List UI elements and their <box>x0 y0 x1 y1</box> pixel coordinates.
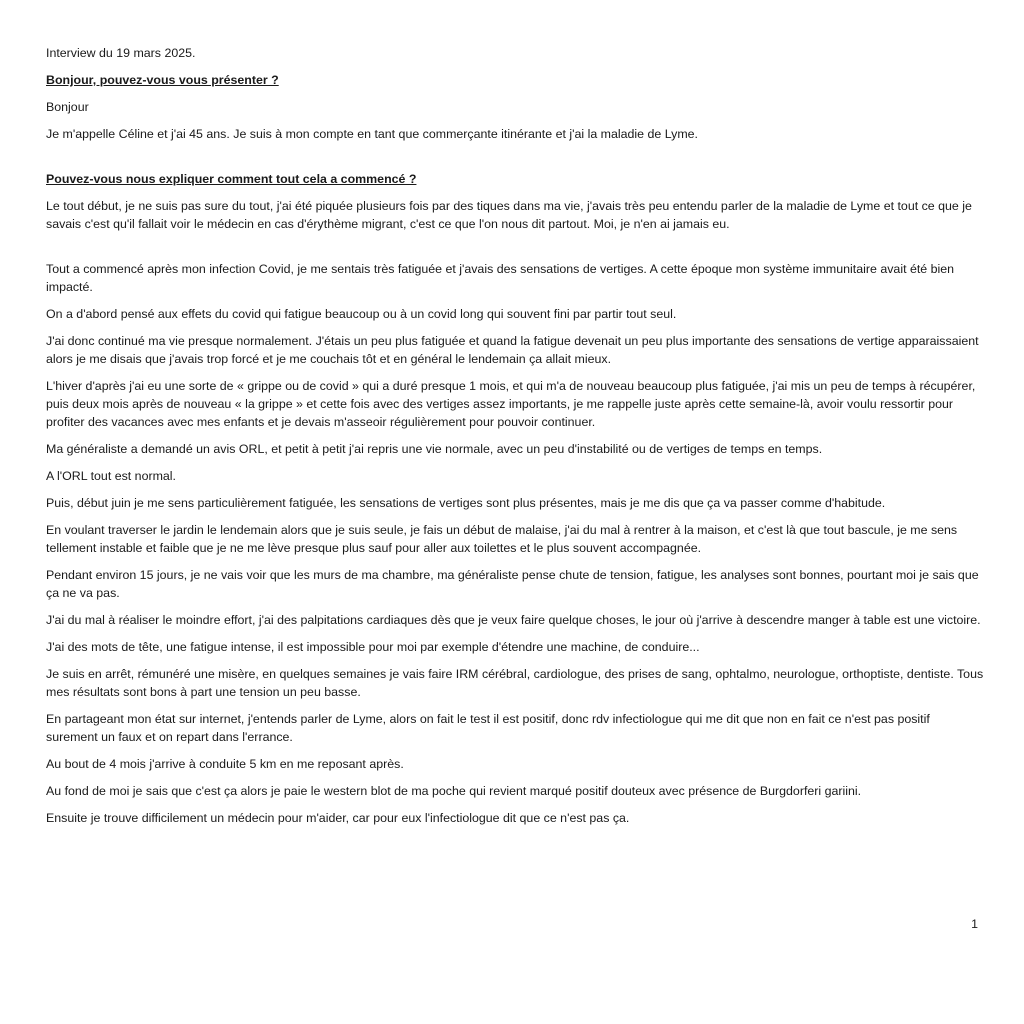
question-presentation: Bonjour, pouvez-vous vous présenter ? <box>46 73 279 87</box>
paragraph: En partageant mon état sur internet, j'entends parler de Lyme, alors on fait le test il est positif, donc rdv infectiologue qui me dit que non en fait ce n'est pas positif surement un faux et on repart dans l'errance. <box>46 712 930 744</box>
paragraph: J'ai donc continué ma vie presque normalement. J'étais un peu plus fatiguée et quand la fatigue devenait un peu plus importante des sensations de vertige apparaissaient alors je me disais que j'avais trop forcé et je me couchais tôt et en général le lendemain ça allait mieux. <box>46 334 979 366</box>
paragraph: Pendant environ 15 jours, je ne vais voir que les murs de ma chambre, ma généraliste pense chute de tension, fatigue, les analyses sont bonnes, pourtant moi je sais que ça ne va pas. <box>46 568 979 600</box>
paragraph: A l'ORL tout est normal. <box>46 469 176 483</box>
paragraph: Puis, début juin je me sens particulièrement fatiguée, les sensations de vertiges sont plus présentes, mais je me dis que ça va passer comme d'habitude. <box>46 496 886 510</box>
page-number: 1 <box>971 917 978 931</box>
paragraph: Au bout de 4 mois j'arrive à conduite 5 km en me reposant après. <box>46 757 404 771</box>
paragraph: J'ai des mots de tête, une fatigue intense, il est impossible pour moi par exemple d'étendre une machine, de conduire... <box>46 640 700 654</box>
document-page <box>46 44 984 836</box>
paragraph: Ma généraliste a demandé un avis ORL, et petit à petit j'ai repris une vie normale, avec un peu d'instabilité ou de vertiges de temps en temps. <box>46 442 823 456</box>
interview-date: Interview du 19 mars 2025. <box>46 46 196 60</box>
paragraph: Le tout début, je ne suis pas sure du tout, j'ai été piquée plusieurs fois par des tiques dans ma vie, j'avais très peu entendu parler de la maladie de Lyme et tout ce que je savais c'est qu'il fallait voir le médecin en cas d'érythème migrant, c'est ce que l'on nous dit partout. Moi, je n'en ai jamais eu. <box>46 199 972 231</box>
spacer <box>46 152 984 170</box>
paragraph: Ensuite je trouve difficilement un médecin pour m'aider, car pour eux l'infectiologue dit que ce n'est pas ça. <box>46 811 630 825</box>
paragraph: On a d'abord pensé aux effets du covid qui fatigue beaucoup ou à un covid long qui souvent fini par partir tout seul. <box>46 307 677 321</box>
paragraph: J'ai du mal à réaliser le moindre effort, j'ai des palpitations cardiaques dès que je veux faire quelque choses, le jour où j'arrive à descendre manger à table est une victoire. <box>46 613 981 627</box>
paragraph: En voulant traverser le jardin le lendemain alors que je suis seule, je fais un début de malaise, j'ai du mal à rentrer à la maison, et c'est là que tout bascule, je me sens tellement instable et faible que je ne me lève presque plus sauf pour aller aux toilettes et le plus souvent accompagnée. <box>46 523 958 555</box>
spacer <box>46 242 984 260</box>
paragraph: L'hiver d'après j'ai eu une sorte de « grippe ou de covid » qui a duré presque 1 mois, et qui m'a de nouveau beaucoup plus fatiguée, j'ai mis un peu de temps à récupérer, puis deux mois après de nouveau « la grippe » et cette fois avec des vertiges assez importants, je me rappelle juste après cette semaine-là, avoir voulu ressortir pour profiter des vacances avec mes enfants et je devais m'asseoir régulièrement pour pouvoir continuer. <box>46 379 976 429</box>
paragraph: Au fond de moi je sais que c'est ça alors je paie le western blot de ma poche qui revient marqué positif douteux avec présence de Burgdorferi gariini. <box>46 784 862 798</box>
paragraph: Je suis en arrêt, rémunéré une misère, en quelques semaines je vais faire IRM cérébral, cardiologue, des prises de sang, ophtalmo, neurologue, orthoptiste, dentiste. Tous mes résultats sont bons à part une tension un peu basse. <box>46 667 984 699</box>
question-beginning: Pouvez-vous nous expliquer comment tout cela a commencé ? <box>46 172 417 186</box>
answer-greeting: Bonjour <box>46 100 89 114</box>
answer-presentation: Je m'appelle Céline et j'ai 45 ans. Je suis à mon compte en tant que commerçante itinérante et j'ai la maladie de Lyme. <box>46 127 698 141</box>
paragraph: Tout a commencé après mon infection Covid, je me sentais très fatiguée et j'avais des sensations de vertiges. A cette époque mon système immunitaire avait été bien impacté. <box>46 262 955 294</box>
